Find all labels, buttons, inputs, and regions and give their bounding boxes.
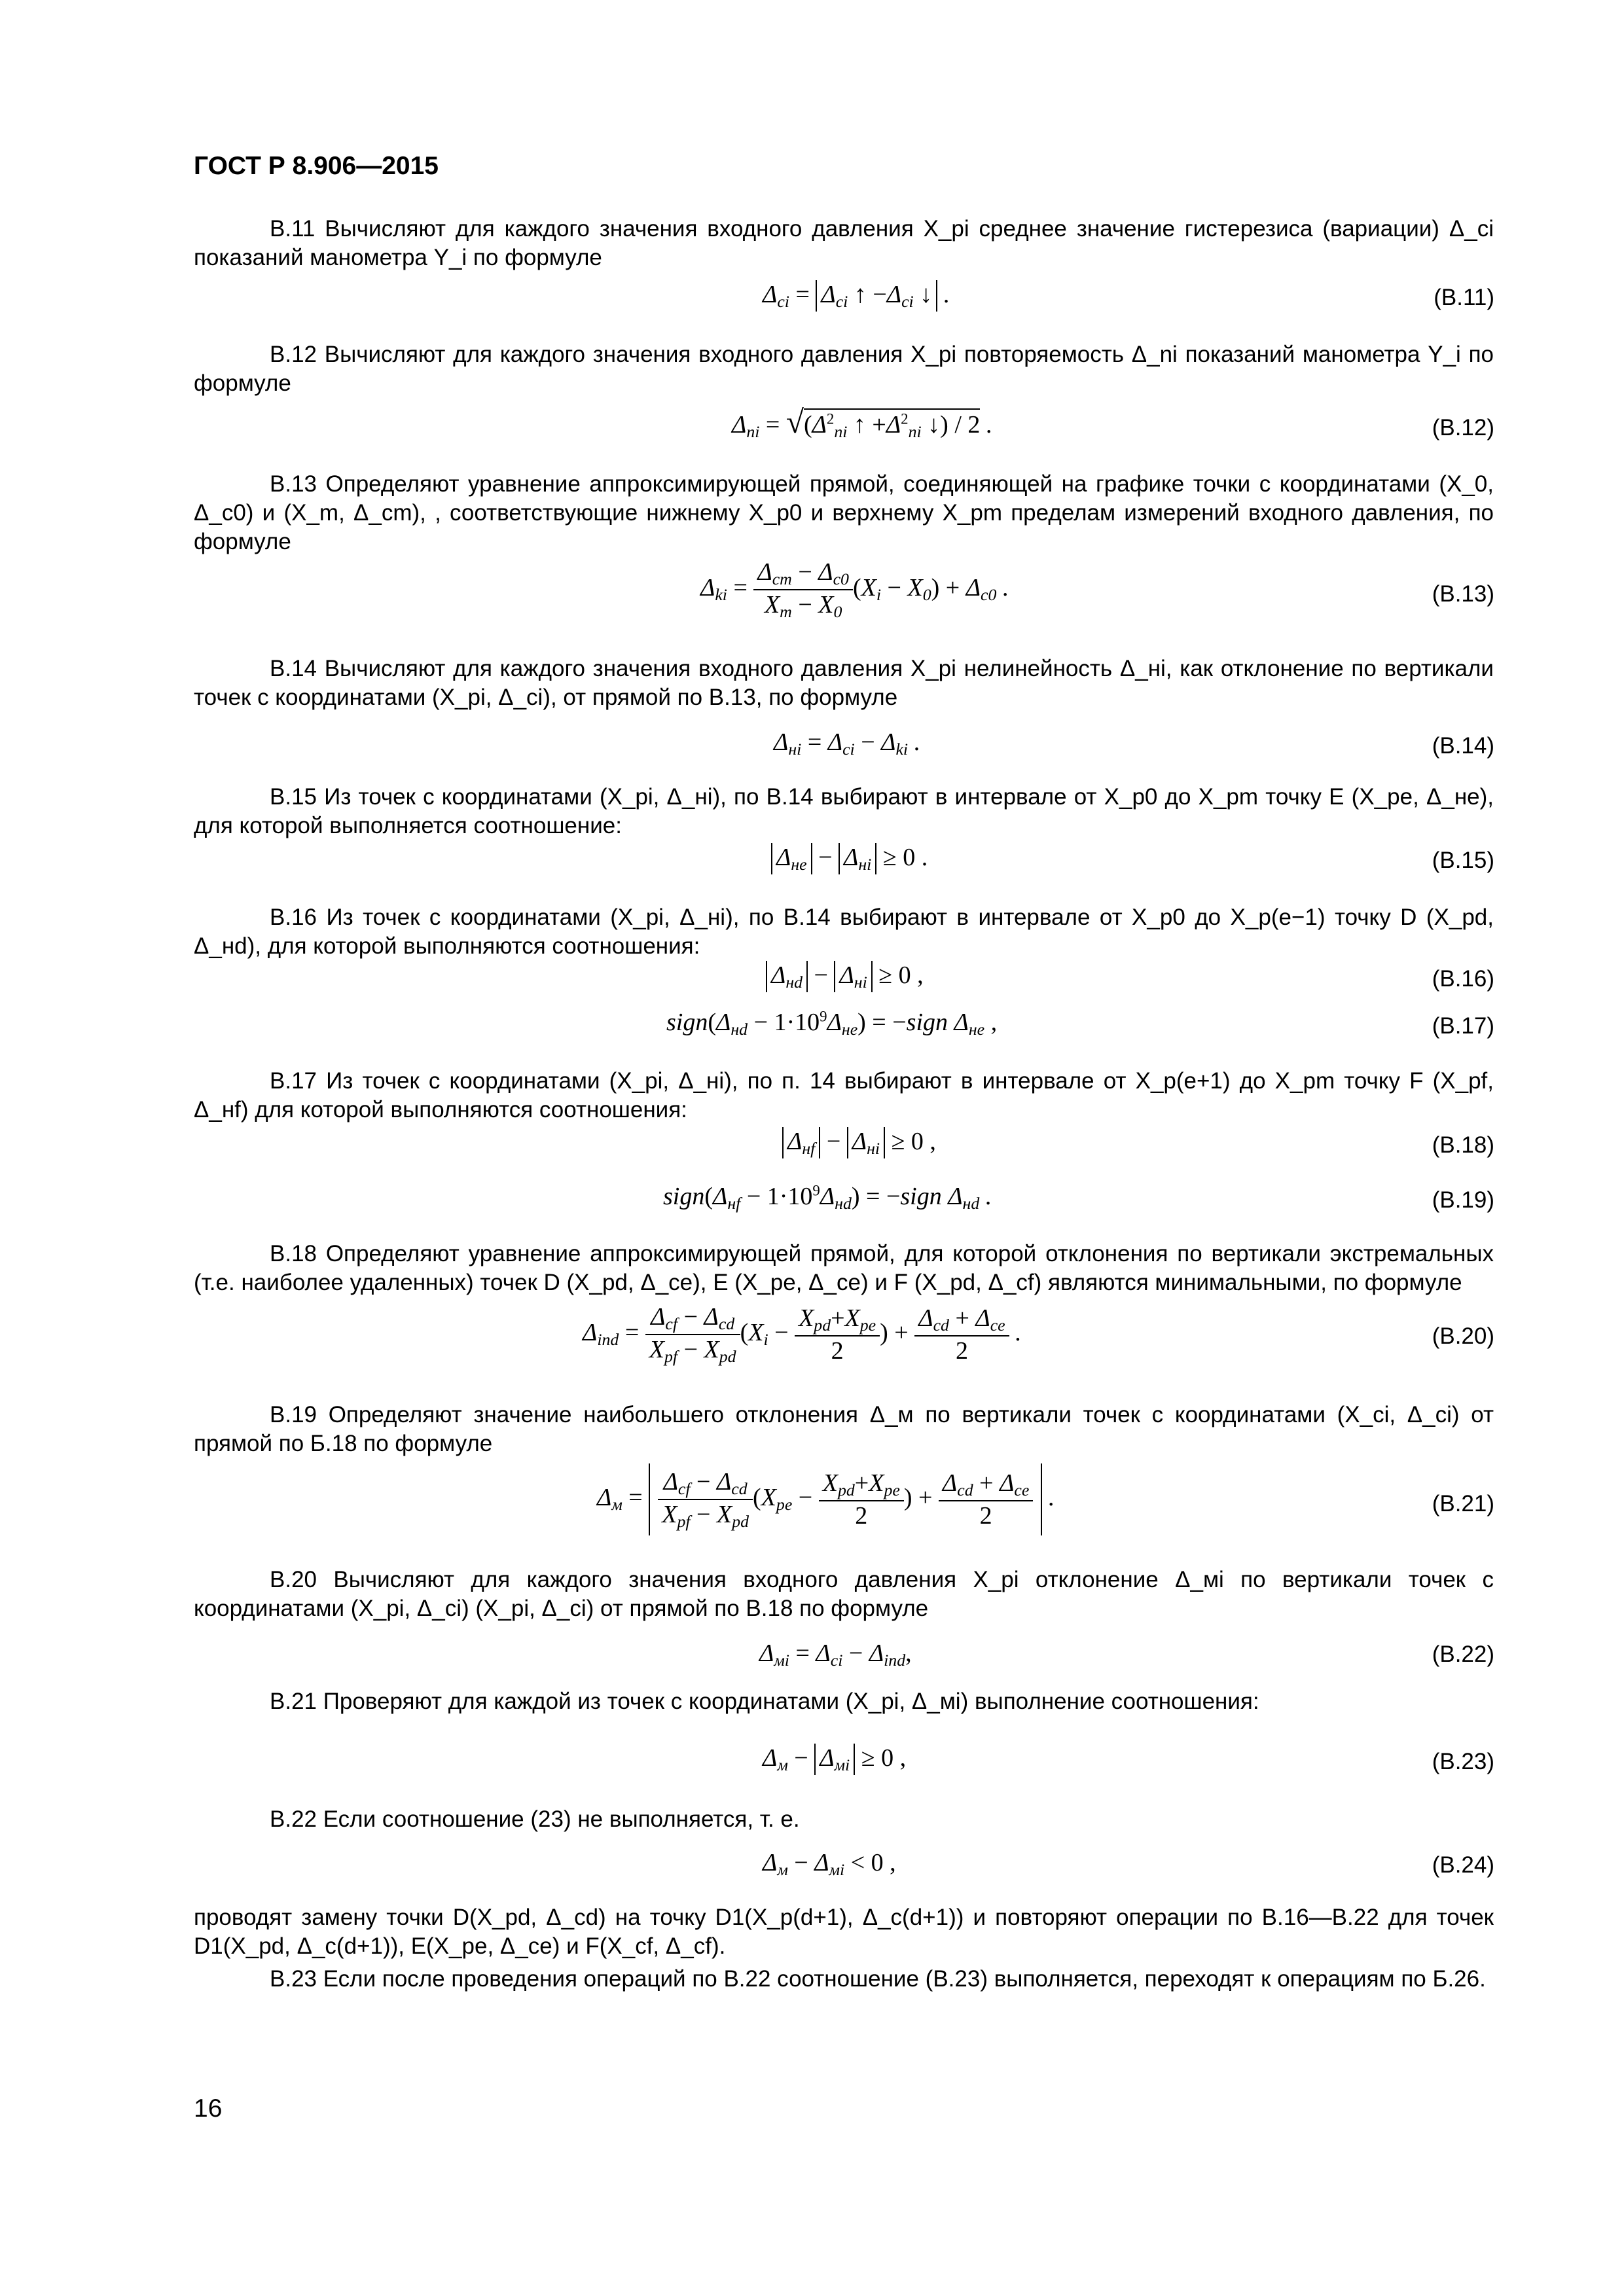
formula-b13: Δki = $\frac{\text{Δcm − Δc0}}{Xm - X0}$ (Xi − X0) + Δc0 . bbox=[700, 558, 1009, 622]
equation-number: (В.17) bbox=[1432, 1013, 1494, 1039]
paragraph-b17: В.17 Из точек с координатами (X_pi, Δ_нi), по п. 14 выбирают в интервале от X_p(e+1) до X_pm точку F (X_pf, Δ_нf) для которой выполняются соотношения: bbox=[194, 1068, 1494, 1122]
formula-b14: Δнi = Δci − Δki . bbox=[774, 728, 921, 759]
page-number: 16 bbox=[194, 2094, 223, 2123]
equation-number: (В.22) bbox=[1432, 1641, 1494, 1667]
equation-number: (В.16) bbox=[1432, 966, 1494, 992]
formula-b15: Δне − Δнi ≥ 0 . bbox=[771, 843, 928, 874]
document-header: ГОСТ Р 8.906—2015 bbox=[194, 152, 439, 180]
formula-b19: sign(Δнf − $1\cdot 10^9\Delta нd$) = −sign Δнd . bbox=[663, 1182, 992, 1213]
equation-number: (В.24) bbox=[1432, 1852, 1494, 1878]
formula-b20: Δind = $\frac{\text{Δcf − Δcd}}{\text{Xpf − Xpd}}$ (Xi − $\frac{\text{Xpd+Xpe}}{2}$ ) + $\frac{\text{Δcd + Δce}}{2}$ . bbox=[583, 1303, 1022, 1367]
paragraph-b21: В.21 Проверяют для каждой из точек с координатами (X_pi, Δ_мi) выполнение соотношения: bbox=[270, 1689, 1259, 1714]
formula-b23: Δм − Δмi ≥ 0 , bbox=[763, 1744, 907, 1775]
paragraph-b22-continued: проводят замену точки D(X_pd, Δ_cd) на точку D1(X_p(d+1), Δ_c(d+1)) и повторяют операции по В.16—В.22 для точек D1(X_pd, Δ_c(d+1)), E(X_pe, Δ_ce) и F(X_cf, Δ_cf). bbox=[194, 1905, 1494, 1959]
formula-b12: $\Delta ni = √(\Delta^2ni$ ↑ $+\Delta^2ni$ ↓) / 2 . bbox=[732, 404, 993, 442]
paragraph-b12: В.12 Вычисляют для каждого значения входного давления X_pi повторяемость Δ_ni показаний манометра Y_i по формуле bbox=[194, 342, 1494, 396]
formula-b22: Δмi = Δci − Δind, bbox=[759, 1640, 912, 1670]
formula-b18: Δнf − Δнi ≥ 0 , bbox=[782, 1127, 936, 1158]
equation-number: (В.14) bbox=[1432, 733, 1494, 759]
equation-number: (В.23) bbox=[1432, 1749, 1494, 1774]
paragraph-b15: В.15 Из точек с координатами (X_pi, Δ_нi), по В.14 выбирают в интервале от X_p0 до X_pm точку E (X_pe, Δ_не), для которой выполняется соотношение: bbox=[194, 784, 1494, 838]
formula-b16: Δнd − Δнi ≥ 0 , bbox=[766, 961, 924, 992]
paragraph-b14: В.14 Вычисляют для каждого значения входного давления X_pi нелинейность Δ_нi, как отклонение по вертикали точек с координатами (X_pi, Δ_ci), от прямой по В.13, по формуле bbox=[194, 656, 1494, 710]
formula-b17: sign(Δнd − $1\cdot 10^9\Delta не$) = −sign Δне , bbox=[666, 1008, 998, 1039]
equation-number: (В.13) bbox=[1432, 581, 1494, 607]
equation-number: (В.12) bbox=[1432, 415, 1494, 440]
paragraph-b23: В.23 Если после проведения операций по В.22 соотношение (В.23) выполняется, переходят к операциям по Б.26. bbox=[270, 1966, 1486, 1992]
formula-b21: Δм = $\frac{\text{Δcf − Δcd}}{\text{Xpf − Xpd}}$ (Xpe − $\frac{\text{Xpd+Xpe}}{2}$ ) + $\frac{\text{Δcd + Δce}}{2}$ . bbox=[597, 1463, 1055, 1535]
equation-number: (В.18) bbox=[1432, 1132, 1494, 1158]
paragraph-b20: В.20 Вычисляют для каждого значения входного давления X_pi отклонение Δ_мi по вертикали точек с координатами (X_pi, Δ_ci) (X_pi, Δ_ci) от прямой по В.18 по формуле bbox=[194, 1567, 1494, 1621]
equation-number: (В.21) bbox=[1432, 1491, 1494, 1516]
paragraph-b22: В.22 Если соотношение (23) не выполняется, т. е. bbox=[270, 1806, 800, 1832]
equation-number: (В.15) bbox=[1432, 848, 1494, 873]
equation-number: (В.11) bbox=[1434, 285, 1494, 310]
formula-b24: Δм − Δмi < 0 , bbox=[763, 1849, 896, 1880]
paragraph-b16: В.16 Из точек с координатами (X_pi, Δ_нi), по В.14 выбирают в интервале от X_p0 до X_p(e−1) точку D (X_pd, Δ_нd), для которой выполняются соотношения: bbox=[194, 905, 1494, 959]
paragraph-b19: В.19 Определяют значение наибольшего отклонения Δ_м по вертикали точек с координатами (X_ci, Δ_ci) от прямой по Б.18 по формуле bbox=[194, 1402, 1494, 1456]
equation-number: (В.19) bbox=[1432, 1187, 1494, 1213]
formula-b11: Δci = Δci ↑ −Δci ↓ . bbox=[763, 281, 950, 312]
equation-number: (В.20) bbox=[1432, 1323, 1494, 1349]
paragraph-b18: В.18 Определяют уравнение аппроксимирующей прямой, для которой отклонения по вертикали экстремальных (т.е. наиболее удаленных) точек D (X_pd, Δ_ce), E (X_pe, Δ_ce) и F (X_pd, Δ_cf) являются минимальными, по формуле bbox=[194, 1241, 1494, 1295]
paragraph-b11: В.11 Вычисляют для каждого значения входного давления X_pi среднее значение гистерезиса (вариации) Δ_ci показаний манометра Y_i по формуле bbox=[194, 216, 1494, 270]
paragraph-b13: В.13 Определяют уравнение аппроксимирующей прямой, соединяющей на графике точки с координатами (X_0, Δ_c0) и (X_m, Δ_cm), , соответствующие нижнему X_p0 и верхнему X_pm пределам измерений входного давления, по формуле bbox=[194, 471, 1494, 554]
